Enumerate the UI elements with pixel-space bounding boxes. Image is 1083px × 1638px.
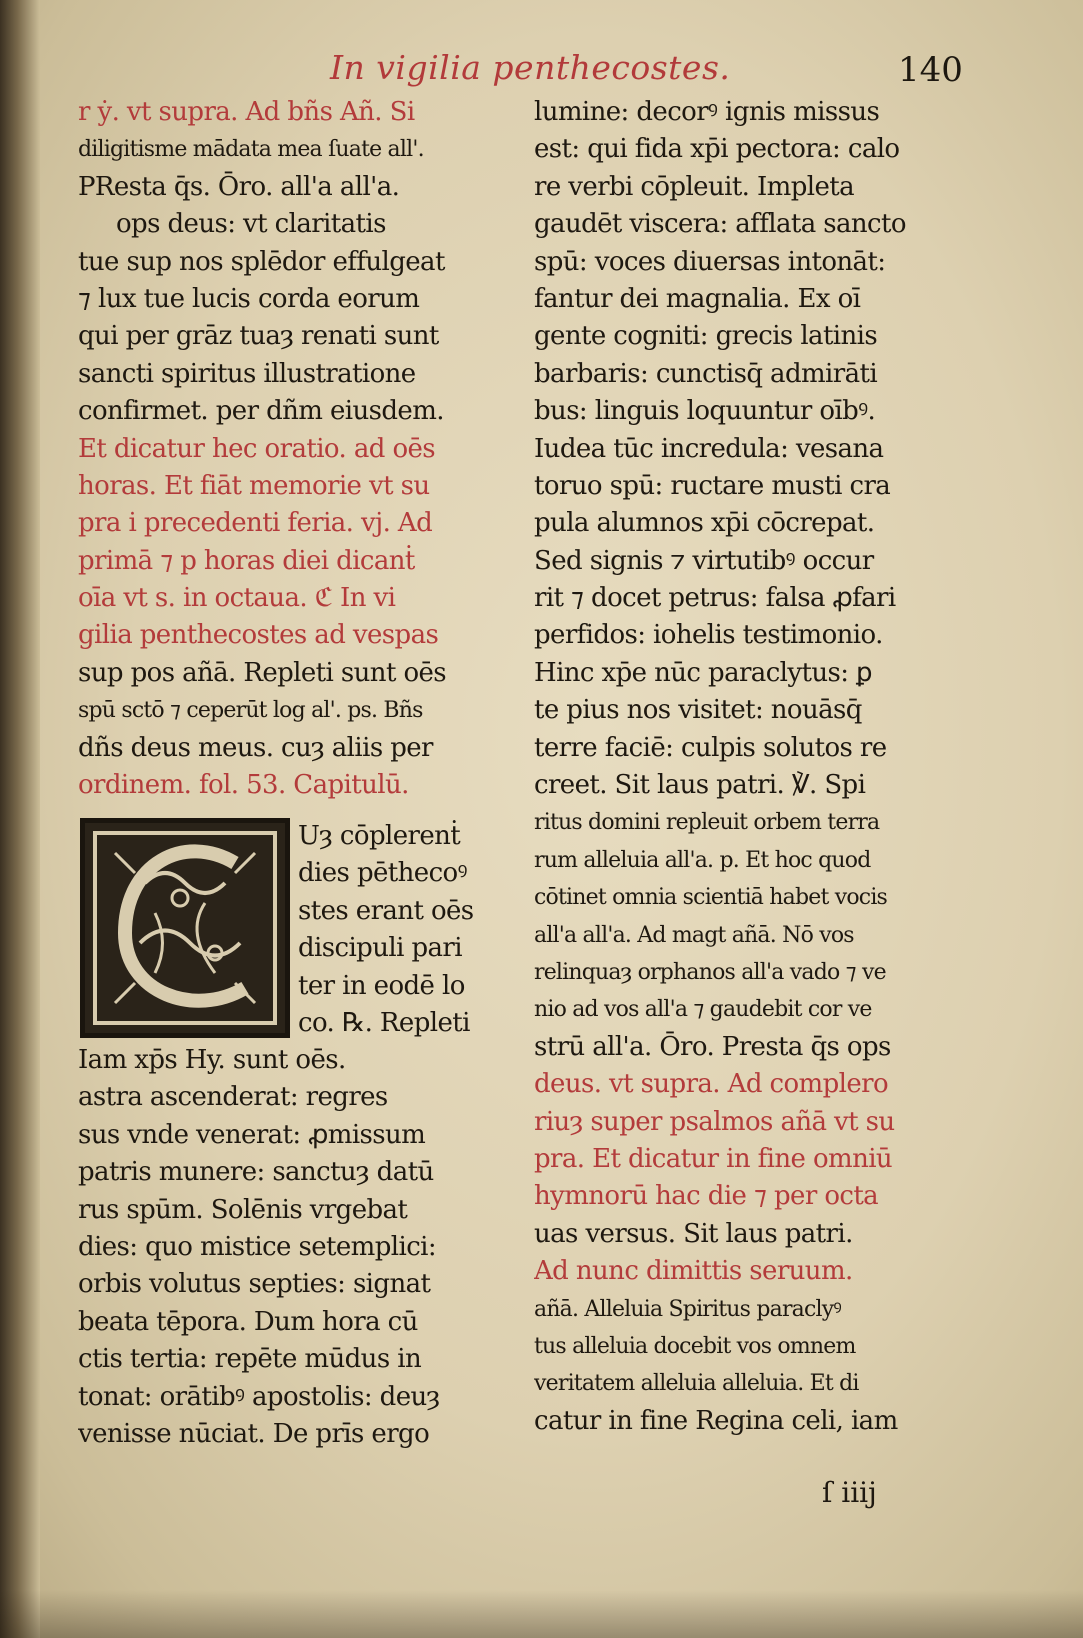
text-line: pula alumnos xp̄i cōcrepat. bbox=[534, 508, 875, 539]
running-title: In vigilia penthecostes. bbox=[330, 48, 731, 87]
text-line: orbis volutus septies: signat bbox=[78, 1269, 431, 1300]
text-line: beata tēpora. Dum hora cū bbox=[78, 1306, 418, 1337]
text-line: rum alleluia all'a. p. Et hoc quod bbox=[534, 847, 871, 873]
text-line: Sed signis ⁊ virtutibꝰ occur bbox=[534, 545, 874, 576]
text-line: tus alleluia docebit vos omnem bbox=[534, 1333, 856, 1359]
text-line: qui per grāz tuaȝ renati sunt bbox=[78, 321, 439, 352]
text-line: Hinc xp̄e nūc paraclytus: ꝑ bbox=[534, 657, 872, 688]
text-line: est: qui fida xp̄i pectora: calo bbox=[534, 134, 900, 165]
rubric-line: Ad nunc dimittis seruum. bbox=[534, 1256, 853, 1287]
text-line: ctis tertia: repēte mūdus in bbox=[78, 1344, 422, 1375]
text-line: uas versus. Sit laus patri. bbox=[534, 1218, 853, 1249]
rubric-line: Et dicatur hec oratio. ad oēs bbox=[78, 433, 436, 464]
text-line: veritatem alleluia alleluia. Et di bbox=[534, 1371, 859, 1397]
rubric-line: primā ⁊ p horas diei dicanṫ bbox=[78, 545, 415, 576]
text-line: Uȝ cōplerenṫ bbox=[298, 821, 461, 851]
rubric-line: deus. vt supra. Ad complero bbox=[534, 1069, 889, 1100]
text-line: nio ad vos all'a ⁊ gaudebit cor ve bbox=[534, 997, 872, 1023]
rubric-line: ordinem. fol. 53. Capitulū. bbox=[78, 770, 409, 801]
text-line: toruo spū: ructare musti cra bbox=[534, 470, 891, 501]
text-line: barbaris: cunctisq̄ admirāti bbox=[534, 358, 878, 389]
rubric-line: hymnorū hac die ⁊ per octa bbox=[534, 1181, 879, 1212]
text-line: rit ⁊ docet petrus: falsa ꝓfari bbox=[534, 583, 896, 614]
text-line: spū: voces diuersas intonāt: bbox=[534, 246, 886, 277]
rubric-line: horas. Et fiāt memorie vt su bbox=[78, 470, 430, 501]
text-line: gente cogniti: grecis latinis bbox=[534, 321, 878, 352]
text-line: re verbi cōpleuit. Impleta bbox=[534, 171, 855, 202]
text-line: strū all'a. Ōro. Presta q̄s ops bbox=[534, 1031, 891, 1062]
text-line: dies: quo mistice setemplici: bbox=[78, 1231, 437, 1262]
text-line: relinquaȝ orphanos all'a vado ⁊ ve bbox=[534, 959, 886, 985]
text-line: catur in fine Regina celi, iam bbox=[534, 1405, 898, 1436]
text-line: discipuli pari bbox=[298, 933, 462, 964]
text-line: dies pēthecoꝰ bbox=[298, 858, 467, 889]
text-line: patris munere: sanctuȝ datū bbox=[78, 1157, 434, 1188]
rubric-line: gilia penthecostes ad vespas bbox=[78, 620, 439, 651]
text-line: ter in eodē lo bbox=[298, 970, 465, 1001]
text-line: gaudēt viscera: afflata sancto bbox=[534, 209, 906, 240]
rubric-line: riuȝ super psalmos añā vt su bbox=[534, 1106, 895, 1137]
text-line: diligitisme mādata mea ſuate all'. bbox=[78, 137, 424, 163]
folio-number: 140 bbox=[898, 50, 963, 90]
text-line: te pius nos visitet: nouāsq̄ bbox=[534, 695, 862, 726]
text-line: lumine: decorꝰ ignis missus bbox=[534, 97, 880, 127]
text-line: Iudea tūc incredula: vesana bbox=[534, 433, 884, 464]
text-line: spū sctō ⁊ ceperūt log al'. ps. Bñs bbox=[78, 698, 423, 724]
page-bottom-shadow bbox=[0, 1590, 1083, 1638]
left-column-hymn bbox=[78, 1042, 518, 1453]
signature-mark: ſ iiij bbox=[822, 1476, 877, 1509]
text-line: rus spūm. Solēnis vrgebat bbox=[78, 1194, 408, 1225]
rubric-line: pra i precedenti feria. vj. Ad bbox=[78, 508, 433, 539]
text-line: cōtinet omnia scientiā habet vocis bbox=[534, 885, 888, 911]
left-beside-woodcut bbox=[298, 818, 520, 1042]
text-line: terre faciē: culpis solutos re bbox=[534, 732, 887, 763]
right-column bbox=[534, 94, 974, 1440]
text-line: dñs deus meus. cuȝ aliis per bbox=[78, 732, 433, 763]
rubric-line: oīa vt s. in octaua. ℭ In vi bbox=[78, 583, 396, 614]
text-line: bus: linguis loquuntur oībꝰ. bbox=[534, 396, 876, 427]
text-line: creet. Sit laus patri. ℣. Spi bbox=[534, 770, 866, 801]
text-line: fantur dei magnalia. Ex oī bbox=[534, 283, 861, 314]
text-line: ops deus: vt claritatis bbox=[116, 209, 386, 240]
text-line: sus vnde venerat: ꝓmissum bbox=[78, 1119, 426, 1150]
text-line: sancti spiritus illustratione bbox=[78, 358, 416, 389]
binding-gutter bbox=[0, 0, 40, 1638]
text-line: ritus domini repleuit orbem terra bbox=[534, 810, 880, 836]
text-line: astra ascenderat: regres bbox=[78, 1082, 388, 1113]
text-line: r ẏ. vt supra. Ad bñs Añ. Si bbox=[78, 97, 415, 127]
text-line: añā. Alleluia Spiritus paraclyꝰ bbox=[534, 1296, 841, 1322]
rubric-line: pra. Et dicatur in fine omniū bbox=[534, 1143, 893, 1174]
text-line: venisse nūciat. De prīs ergo bbox=[78, 1418, 430, 1449]
text-line: perfidos: iohelis testimonio. bbox=[534, 620, 883, 651]
text-line: Iam xp̄s Hy. sunt oēs. bbox=[78, 1045, 346, 1075]
ornamental-initial-woodcut-icon bbox=[80, 818, 290, 1038]
text-line: stes erant oēs bbox=[298, 895, 474, 926]
text-line: tonat: orātibꝰ apostolis: deuȝ bbox=[78, 1381, 440, 1412]
text-line: tue sup nos splēdor effulgeat bbox=[78, 246, 445, 277]
text-line: co. ℞. Repleti bbox=[298, 1007, 470, 1038]
text-line: confirmet. per dñm eiusdem. bbox=[78, 396, 444, 427]
text-line: all'a all'a. Ad magt añā. Nō vos bbox=[534, 922, 854, 948]
left-column bbox=[78, 94, 518, 804]
text-line: PResta q̄s. Ōro. all'a all'a. bbox=[78, 171, 400, 202]
text-line: sup pos añā. Repleti sunt oēs bbox=[78, 657, 447, 688]
text-line: ⁊ lux tue lucis corda eorum bbox=[78, 283, 420, 314]
